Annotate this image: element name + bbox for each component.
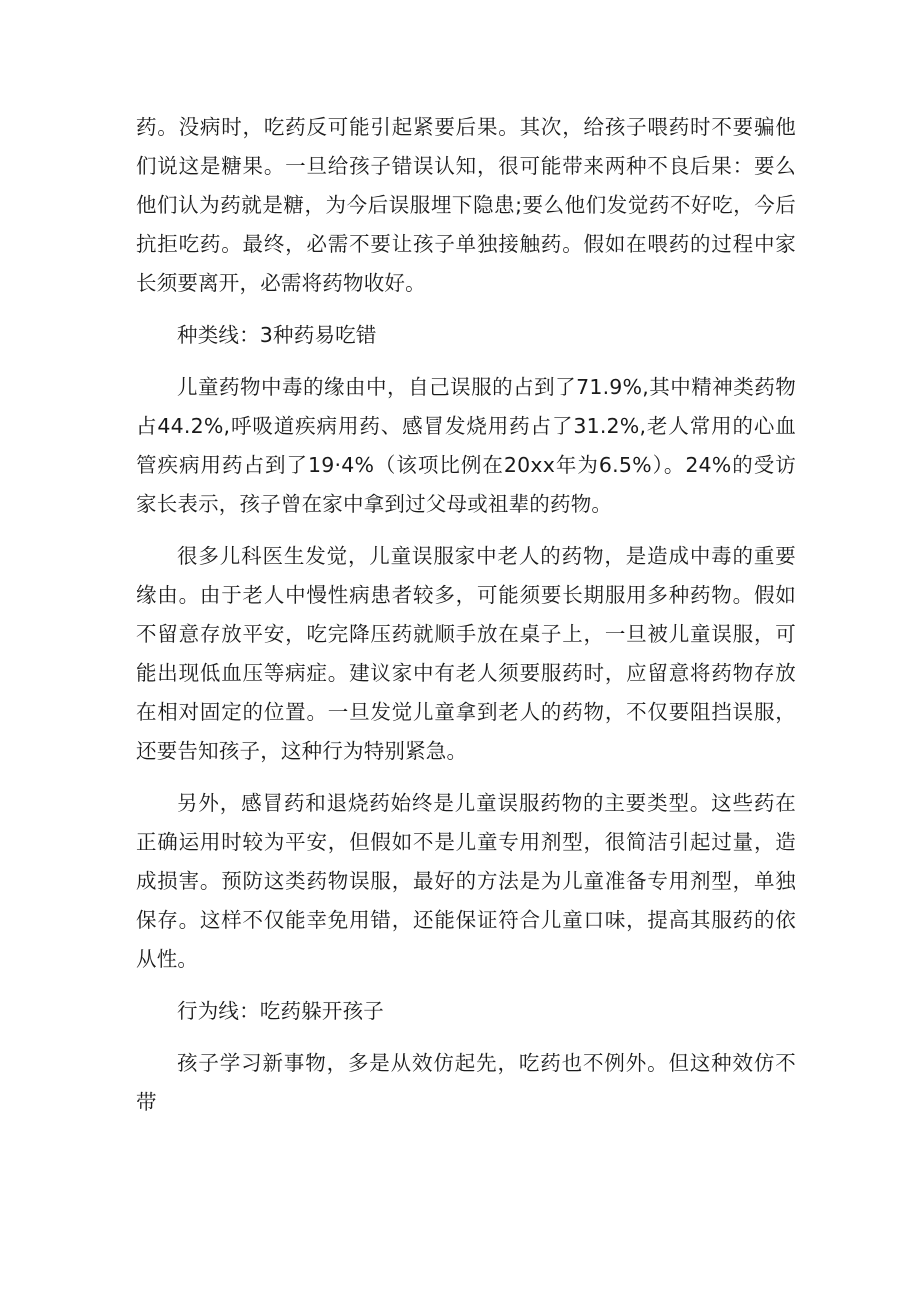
paragraph-statistics: 儿童药物中毒的缘由中，自己误服的占到了71.9%,其中精神类药物占44.2%,呼吸道疾病用药、感冒发烧用药占了31.2%,老人常用的心血管疾病用药占到了19·4%（该项比例在20xx年为6.5%）。24%的受访家长表示，孩子曾在家中拿到过父母或祖辈的药物。 bbox=[136, 375, 796, 516]
paragraph-elderly-medicine: 很多儿科医生发觉，儿童误服家中老人的药物，是造成中毒的重要缘由。由于老人中慢性病患者较多，可能须要长期服用多种药物。假如不留意存放平安，吃完降压药就顺手放在桌子上，一旦被儿童误服，可能出现低血压等病症。建议家中有老人须要服药时，应留意将药物存放在相对固定的位置。一旦发觉儿童拿到老人的药物，不仅要阻挡误服，还要告知孩子，这种行为特别紧急。 bbox=[136, 544, 796, 763]
section-heading-types: 种类线：3种药易吃错 bbox=[177, 323, 377, 347]
paragraph-imitation: 孩子学习新事物，多是从效仿起先，吃药也不例外。但这种效仿不带 bbox=[136, 1051, 796, 1114]
section-heading-behavior: 行为线：吃药躲开孩子 bbox=[177, 999, 384, 1023]
document-body bbox=[136, 108, 796, 1135]
paragraph-cold-fever-medicine: 另外，感冒药和退烧药始终是儿童误服药物的主要类型。这些药在正确运用时较为平安，但假如不是儿童专用剂型，很简洁引起过量，造成损害。预防这类药物误服，最好的方法是为儿童准备专用剂型，单独保存。这样不仅能幸免用错，还能保证符合儿童口味，提高其服药的依从性。 bbox=[136, 791, 796, 971]
paragraph-continuation: 药。没病时，吃药反可能引起紧要后果。其次，给孩子喂药时不要骗他们说这是糖果。一旦给孩子错误认知，很可能带来两种不良后果：要么他们认为药就是糖，为今后误服埋下隐患;要么他们发觉药不好吃，今后抗拒吃药。最终，必需不要让孩子单独接触药。假如在喂药的过程中家长须要离开，必需将药物收好。 bbox=[136, 115, 796, 295]
